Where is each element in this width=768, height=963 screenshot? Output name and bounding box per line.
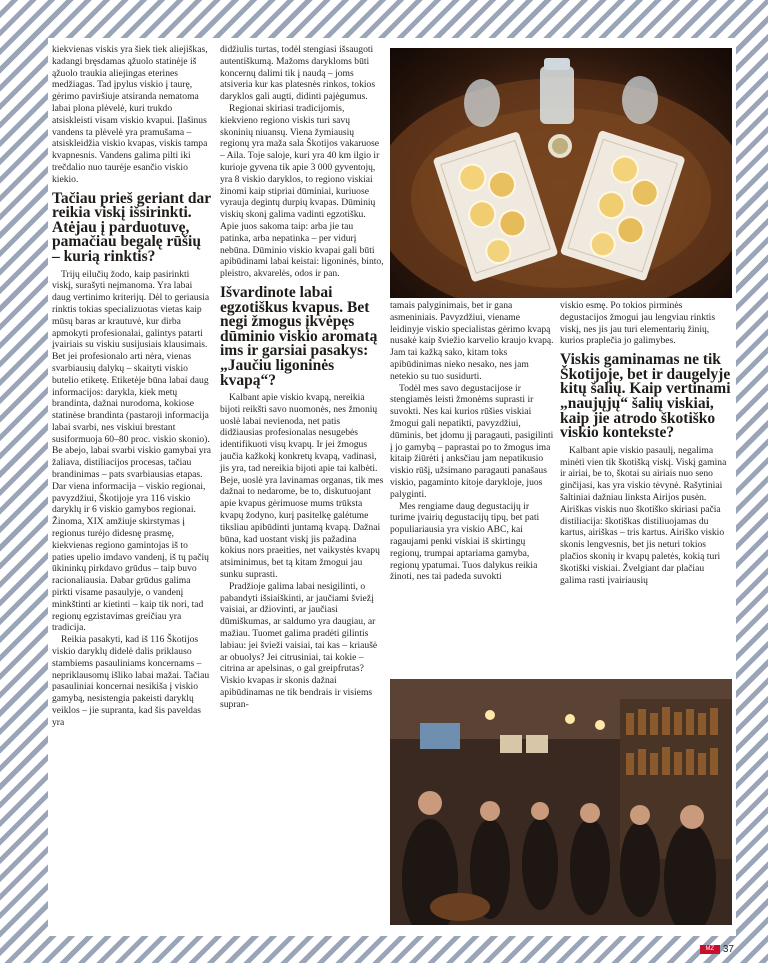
interview-question: Tačiau prieš geriant dar reikia viskį išsirinkti. Atėjau į parduotuvę, pamačiau begalę rūšių – kurią rinktis? [52, 189, 211, 265]
text-column-2 [220, 44, 384, 711]
interview-question: Išvardinote labai egzotiškus kvapus. Bet negi žmogus įkvėpęs dūminio viskio aromatą ims ir garsiai pasakys: „Jaučiu ligoninės kvapą“? [220, 283, 378, 389]
paragraph: tamais palyginimais, bet ir gana asmeniniais. Pavyzdžiui, viename leidinyje viskio specialistas gėrimo kvapą nusakė kaip šviežio karvelio kraujo kvapą. Jam tai kažką sako, kitam toks apibūdinimas nieko nesako, nes jam netekio su tuo susidurti. [390, 300, 554, 382]
paragraph: Reikia pasakyti, kad iš 116 Škotijos viskio daryklų didelė dalis priklauso stambiems pasauliniams koncernams – nepriklausomų išliko labai mažai. Tačiau pasauliniai koncernai nesikiša į viskio gamybą, nesistengia pakeisti daryklų veiklos – jie supranta, kad šis paveldas yra [52, 634, 210, 728]
paragraph: Pradžioje galima labai nesigilinti, o pabandyti išsiaiškinti, ar jaučiami šviežį vaisiai, ar džiovinti, ar jaučiasi dūmiškumas, ar saldumo yra daugiau, ar mažiau. Tuomet galima pradėti gilintis labiau: jei švieži vaisiai, tai kas – kriaušė ar obuolys? Jei citrusiniai, tai kokie – citrina ar apelsinas, o gal greipfrutas? Viskio kvapas ir skonis dažnai apibūdinamas ne tik bendrais ir visiems supran- [220, 580, 378, 710]
magazine-badge: MZ [700, 945, 720, 954]
paragraph: Trijų eilučių žodo, kaip pasirinkti viskį, surašyti neįmanoma. Yra labai daug vertinimo kriterijų. Dėl to geriausia rinktis tokias specializuotas vietas kaip mūsų baras ar krautuvė, kur dirba apmokyti profesionalai, galintys patarti įvairiais su viskiu susijusiais klausimais. Bet jei profesionalo arti nėra, vienas svarbiausių dalykų – skaityti viskio butelio etiketę. Etiketėje būna labai daug informacijos: darykla, kiek metų brandinta, dažnai nurodoma, kokiose statinėse brandinta (pastaroji informacija labai svarbi, nes viskiui brestant susiformuoja 60–80 proc. viskio skonio). Be abejo, labai svarbi viskio gamybai yra žaliava, distiliacijos procesas, tačiau brandinimas – pats svarbiausias etapas. Dar viena informacija – viskio regionai, pavyzdžiui, Škotijoje yra 116 viskio daryklų ir 6 viskio gamybos regionai. Žinoma, XIX amžiuje skirstymas į regionus turėjo didesnę prasmę, kiekvienas regiono gamintojas iš to paties upelio imdavo vandenį, iš tų pačių ūkininkų pirkdavo grūdus – taip buvo racionaliausia. Dabar grūdus galima pirkti visame pasaulyje, o vandenį minkštinti ar kietinti – kaip tik nori, tad regionų egzistavimas greičiau yra tradicija. [52, 268, 212, 634]
paragraph: kiekvienas viskis yra šiek tiek aliejiškas, kadangi bręsdamas ąžuolo statinėje iš ąžuolo traukia aliejingas eterines medžiagas. Tad įpylus viskio į taurę, gėrimo paviršiuje atsiranda nematoma labai plona plėvelė, kuri trukdo atsiskleisti visam viskio kvapui. Įlašinus vandens ta plėvelė yra pramušama – atsiskleidžia viskio kvapas, viskis tampa kvapnesnis. Vandens galima pilti iki trečdalio nuo taurėje esančio viskio kiekio. [52, 44, 208, 185]
page-number [700, 944, 734, 955]
whisky-bar-event-photo [390, 679, 732, 925]
bar-crowd-illustration [390, 679, 732, 925]
paragraph: Regionai skiriasi tradicijomis, kiekvieno regiono viskis turi savų skoninių niuansų. Viena žymiausių regionų yra maža sala Škotijos vakaruose – Aila. Toje saloje, kuri yra 40 km ilgio ir kurioje gyvena tik apie 3 000 gyventojų, yra 8 viskio daryklos, to regiono viskiai žinomi kaip stipriai dūminiai, kuriuose vyrauja degintų durpių kvapas. Dūminių viskių skonį galima vadinti egzotišku. Apie juos sakoma taip: arba jie tau patinka, arba nepatinka – per vidurį nebūna. Dūminio viskio kvapai gali būti apibūdinami labai keistai: ligoninės, binto, pleistro, akvarelės, odos ir pan. [220, 102, 384, 280]
paragraph: Mes rengiame daug degustacijų ir turime įvairių degustacijų tipų, bet pati populiariausia yra viskio ABC, kai ragaujami penki viskiai iš skirtingų regionų, trumpai aptariama gamyba, regionų ypatumai. Tuos dalykus reikia žinoti, nes tai padeda suvokti [390, 500, 540, 583]
interview-question: Viskis gaminamas ne tik Škotijoje, bet ir daugelyje kitų šalių. Kaip vertinami „naujųjų“ šalių viskiai, kaip jie atrodo škotiško viskio kontekste? [560, 351, 731, 442]
whisky-tasting-photo [390, 48, 732, 298]
tasting-glasses-illustration [390, 48, 732, 298]
paragraph: Kalbant apie viskio pasaulį, negalima minėti vien tik škotišką viskį. Viskį gamina ir airiai, be to, škotai su airiais nuo seno ginčijasi, kas yra viskio tėvynė. Rašytiniai šaltiniai dažniau linksta Airijos pusėn. Airiškas viskis nuo škotiško skiriasi pačia distiliacija: škotiškas distiliuojamas du kartus, airiškas – tris kartus. Airiško viskio skonis lengvesnis, bet jis neturi tokios plačios skonių ir kvapų paletės, kokią turi škotiški viskiai. Žvelgiant dar plačiau galima rasti įvairiausių [560, 444, 727, 586]
paragraph: viskio esmę. Po tokios pirminės degustacijos žmogui jau lengviau rinktis viskį, nes jis jau turi elementarių žinių, kurios praplečia jo galimybes. [560, 300, 716, 347]
text-column-1 [52, 44, 212, 729]
text-column-4 [560, 300, 732, 586]
paragraph: Todėl mes savo degustacijose ir stengiamės leisti žmonėms suprasti ir suvokti. Nes kai kurios rūšies viskiai žmogui gali nepatikti, pavyzdžiui, dūminis, bet įdomu jį paragauti, pasigilinti į jo gamybą – paprastai po to žmogus ima kitaip žiūrėti į anksčiau jam nepatikusio viskio rūšį, užsimano paragauti panašaus viskio, pagaminto kitoje darykloje, juos palyginti. [390, 382, 554, 500]
page-number-text: 37 [722, 944, 734, 955]
text-column-3 [390, 300, 554, 583]
paragraph: Kalbant apie viskio kvapą, nereikia bijoti reikšti savo nuomonės, nes žmonių uoslė labai nevienoda, net patis didžiausias profesionalas nesugebės identifikuoti visų kvapų. Ir jei žmogus jaučia kažkokį konkretų kvapą, vadinasi, jis yra, tad nereikia bijoti apie tai kalbėti. Beje, uoslė yra lavinamas organas, tik mes dažnai to nedarome, be to, diskutuojant apie kvapus gėrimuose mums trūksta kvapų žodyno, kurį pasitelkę galėtume tiksliau apibūdinti juntamą kvapą. Dažnai būna, kad uostant viskį jis pažadina kokius nors praeities, net vaikystės kvapų atsiminimus, bet tą kitam žmogui jau sunku suprasti. [220, 392, 384, 581]
paragraph: didžiulis turtas, todėl stengiasi išsaugoti autentiškumą. Mažoms darykloms būti koncernų dalimi tik į naudą – joms atsiveria kur kas platesnės rinkos, tokios daryklos gali augti, didinti pajėgumus. [220, 44, 376, 103]
magazine-page [48, 38, 736, 936]
